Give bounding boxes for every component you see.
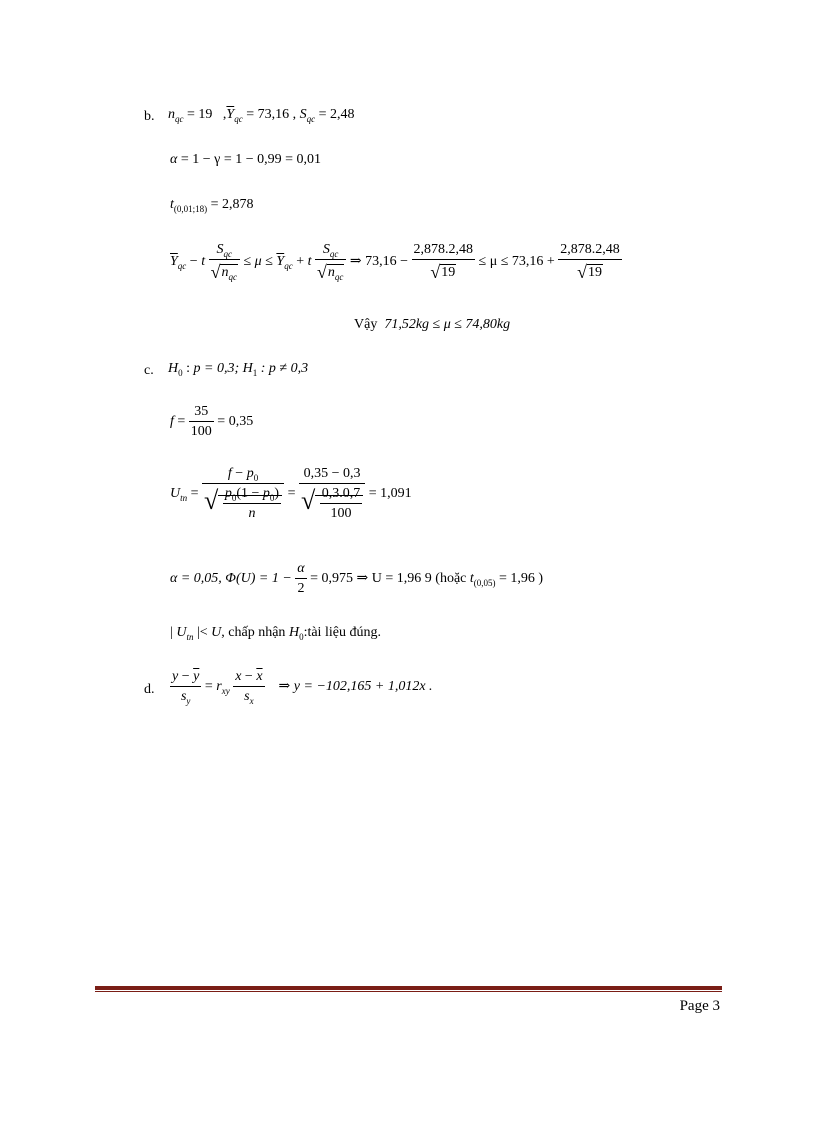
ci-fraction-right: $\frac{2,878.2,48}{√19}$ <box>560 242 620 282</box>
s-over-sqrt-n-2: $\frac{S_{qc}}{√n_{qc}}$ <box>315 243 346 281</box>
part-b-confidence-interval: $\overline{Y}_{qc} - t$ $\frac{S_{qc}}{√n_{qc}}$ ≤ $\mu \le \overline{Y}_{qc} + t$ $\frac{S_{qc}}{√n_{qc}}$ ⇒ 73,16 − $\frac{2,878.2,48}{√19}$ ≤ μ ≤ 73,16 + $\frac{2,878.2,48}{√19}$ <box>170 242 620 282</box>
regression-result: ⇒ y = −102,165 + 1,012x . <box>278 679 433 695</box>
x-standardized: $\frac{x - \overline{x}}{s_x}$ <box>235 669 263 706</box>
s-value: 2,48 <box>330 107 355 122</box>
footer-rule <box>95 986 722 990</box>
part-c-label: c. <box>144 363 154 378</box>
part-b-given: $n_{qc} = 19$ $,\overline{Y}_{qc} = 73,16$ , $S_{qc} = 2,48$ <box>168 107 355 124</box>
part-d-label: d. <box>144 682 155 697</box>
ci-left: ⇒ 73,16 − <box>349 254 409 270</box>
part-c-f: f = $\frac{35}{100}$ = 0,35 <box>170 404 254 439</box>
footer-rule-thin <box>95 991 722 992</box>
alpha-half: $\frac{\alpha}{2}$ <box>297 561 305 596</box>
part-b-alpha: α = 1 − γ = 1 − 0,99 = 0,01 <box>170 152 322 167</box>
u-general-fraction: $f - p_0$ √ $\frac{p_0(1 - p_0)}{n}$ <box>202 467 284 521</box>
t-subscript: (0,01;18) <box>173 204 208 214</box>
part-c-hypothesis: $H_0$ : p = 0,3; $H_1$ : p ≠ 0,3 <box>168 361 309 378</box>
conclusion-body: 71,52kg ≤ μ ≤ 74,80kg <box>384 317 511 332</box>
page-number: Page 3 <box>679 998 720 1014</box>
part-c-u-statistic: $U_{tn}$ = $f - p_0$ √ $\frac{p_0(1 - p_0)}{n}$ = 0,35 − 0,3 √ $\frac{0,3.0,7}{100}$ = 1,091 <box>170 466 412 521</box>
part-c-alpha: α = 0,05, Φ(U) = 1 − $\frac{\alpha}{2}$ = 0,975 ⇒ U = 1,96 9 (hoặc $t_{(0,05)} = 1,96$ ) <box>170 561 544 596</box>
s-over-sqrt-n: $\frac{S_{qc}}{√n_{qc}}$ <box>209 243 240 281</box>
part-b-label: b. <box>144 109 155 124</box>
part-b-t-value: $t_{(0,01;18)} = 2,878$ <box>170 197 254 214</box>
f-fraction: $\frac{35}{100}$ <box>190 404 212 439</box>
t-number: = 2,878 <box>210 197 254 212</box>
ci-mid: ≤ μ ≤ 73,16 + <box>478 254 555 270</box>
y-value: 73,16 <box>257 107 290 122</box>
u-numeric-fraction: 0,35 − 0,3 √ $\frac{0,3.0,7}{100}$ <box>299 467 365 521</box>
alpha-expr: 1 − γ = 1 − 0,99 = 0,01 <box>192 152 322 167</box>
part-d-regression: $\frac{y - \overline{y}}{s_y}$ = $r_{xy}$ $\frac{x - \overline{x}}{s_x}$ ⇒ y = −102,165 + 1,012x . <box>172 669 433 706</box>
y-standardized: $\frac{y - \overline{y}}{s_y}$ <box>172 669 200 706</box>
conclusion-prefix: Vậy <box>354 317 378 332</box>
ci-fraction-left: $\frac{2,878.2,48}{√19}$ <box>413 242 474 282</box>
part-b-conclusion <box>354 318 510 332</box>
part-c-accept: | $U_{tn}$ |< U, chấp nhận $H_0:tài$ liệu đúng. <box>170 625 381 642</box>
n-value: 19 <box>198 107 213 122</box>
